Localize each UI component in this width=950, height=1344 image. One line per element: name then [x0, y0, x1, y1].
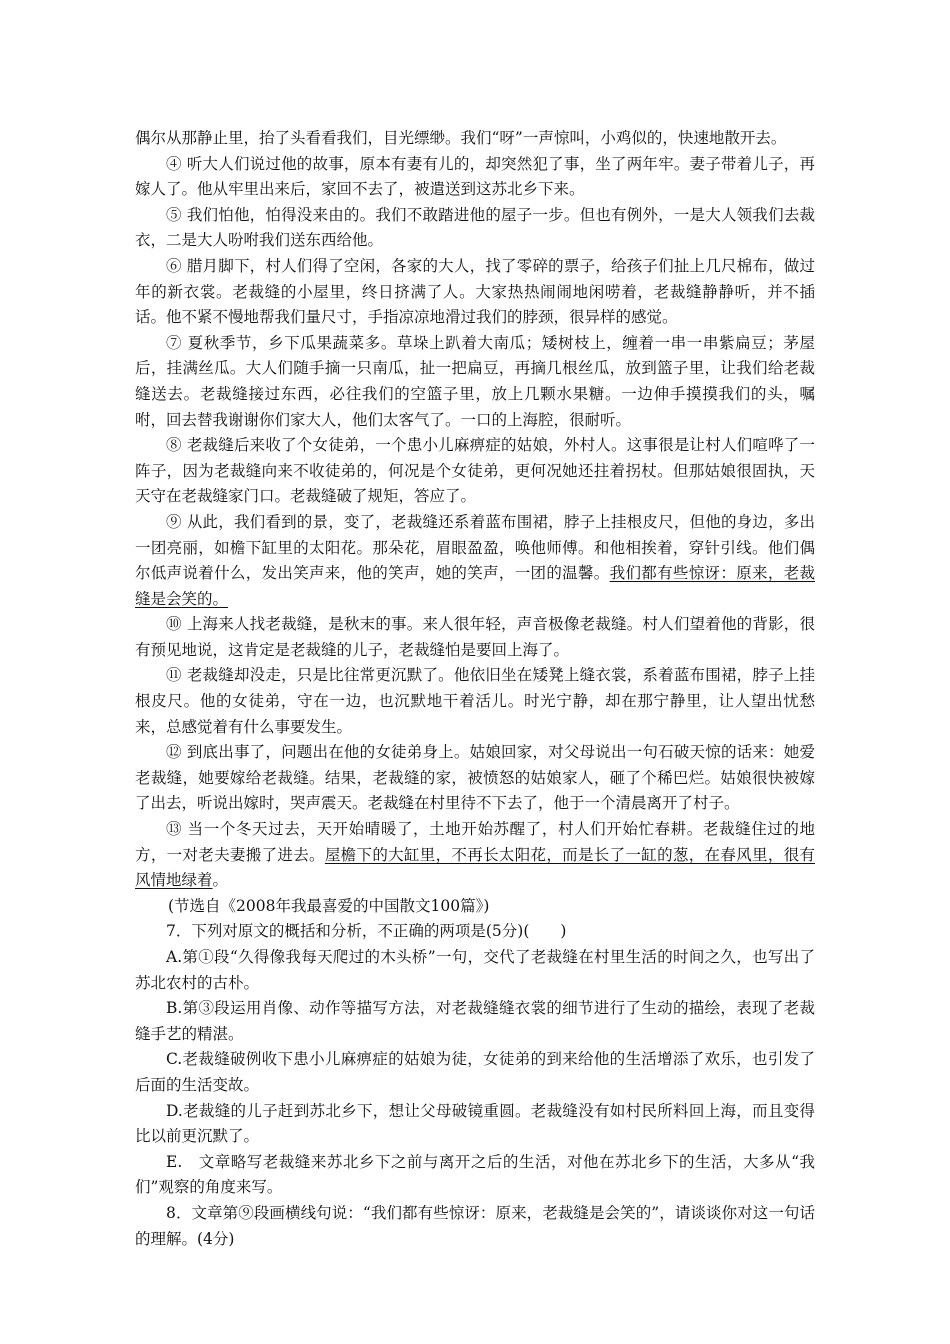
paragraph-6: ⑥ 腊月脚下，村人们得了空闲，各家的大人，找了零碎的票子，给孩子们扯上几尺棉布，做过年的新衣裳。老裁缝的小屋里，终日挤满了人。大家热热闹闹地闲唠着，老裁缝静静听，并不插话。他不紧不慢地帮我们量尺寸，手指凉凉地滑过我们的脖颈，很异样的感觉。	[135, 256, 815, 327]
paragraph-7: ⑦ 夏秋季节，乡下瓜果蔬菜多。草垛上趴着大南瓜；矮树枝上，缠着一串一串紫扁豆；茅屋后，挂满丝瓜。大人们随手摘一只南瓜，扯一把扁豆，再摘几根丝瓜，放到篮子里，让我们给老裁缝送去。老裁缝接过东西，必往我们的空篮子里，放上几颗水果糖。一边伸手摸摸我们的头，嘱咐，回去替我谢谢你们家大人，他们太客气了。一口的上海腔，很耐听。	[135, 333, 815, 429]
paragraph-8: ⑧ 老裁缝后来收了个女徒弟，一个患小儿麻痹症的姑娘，外村人。这事很是让村人们喧哗了一阵子，因为老裁缝向来不收徒弟的，何况是个女徒弟，更何况她还拄着拐杖。但那姑娘很固执，天天守在老裁缝家门口。老裁缝破了规矩，答应了。	[135, 436, 815, 506]
paragraph-11: ⑪ 老裁缝却没走，只是比往常更沉默了。他依旧坐在矮凳上缝衣裳，系着蓝布围裙，脖子上挂根皮尺。他的女徒弟，守在一边，也沉默地干着活儿。时光宁静，却在那宁静里，让人望出忧愁来，总感觉着有什么事要发生。	[135, 666, 815, 736]
question-7-option-e: E. 文章略写老裁缝来苏北乡下之前与离开之后的生活，对他在苏北乡下的生活，大多从“我们”观察的角度来写。	[135, 1152, 815, 1197]
document-body	[135, 126, 815, 1252]
question-7-option-d: D.老裁缝的儿子赶到苏北乡下，想让父母破镜重圆。老裁缝没有如村民所料回上海，而且变得比以前更沉默了。	[135, 1101, 815, 1146]
paragraph-13-underlined-sentence: 屋檐下的大缸里，不再长太阳花，而是长了一缸的葱，在春风里，很有风情地绿着	[135, 845, 815, 890]
paragraph-9-text: ⑨ 从此，我们看到的景，变了，老裁缝还系着蓝布围裙，脖子上挂根皮尺，但他的身边，多出一团亮丽，如檐下缸里的太阳花。那朵花，眉眼盈盈，唤他师傅。和他相挨着，穿针引线。他们偶尔低声说着什么，发出笑声来，他的笑声，她的笑声，一团的温馨。	[135, 512, 815, 583]
source-citation: (节选自《2008年我最喜爱的中国散文100篇》)	[168, 896, 490, 915]
question-7-option-b: B.第③段运用肖像、动作等描写方法，对老裁缝缝衣裳的细节进行了生动的描绘，表现了老裁缝手艺的精湛。	[135, 999, 815, 1043]
paragraph-9-underlined-sentence: 我们都有些惊讶：原来，老裁缝是会笑的。	[135, 564, 815, 608]
question-7: 7．下列对原文的概括和分析，不正确的两项是(5分)( )	[166, 922, 567, 941]
question-8: 8．文章第⑨段画横线句说：“我们都有些惊讶：原来，老裁缝是会笑的”，请谈谈你对这一句话的理解。(4分)	[135, 1203, 815, 1248]
paragraph-13-end: 。	[212, 871, 229, 890]
paragraph-13	[135, 817, 815, 894]
paragraph-5: ⑤ 我们怕他，怕得没来由的。我们不敢踏进他的屋子一步。但也有例外，一是大人领我们去裁衣，二是大人吩咐我们送东西给他。	[135, 205, 815, 250]
question-7-option-c: C.老裁缝破例收下患小儿麻痹症的姑娘为徒，女徒弟的到来给他的生活增添了欢乐，也引发了后面的生活变故。	[135, 1050, 815, 1094]
paragraph-4: ④ 听大人们说过他的故事，原本有妻有儿的，却突然犯了事，坐了两年牢。妻子带着儿子，再嫁人了。他从牢里出来后，家回不去了，被遣送到这苏北乡下来。	[135, 154, 815, 199]
paragraph-continuation: 偶尔从那静止里，抬了头看看我们，目光缥缈。我们“呀”一声惊叫，小鸡似的，快速地散开去。	[135, 129, 787, 147]
paragraph-13-text: ⑬ 当一个冬天过去，天开始晴暖了，土地开始苏醒了，村人们开始忙春耕。老裁缝住过的地方，一对老夫妻搬了进去。	[135, 820, 815, 864]
paragraph-12: ⑫ 到底出事了，问题出在他的女徒弟身上。姑娘回家，对父母说出一句石破天惊的话来：她爱老裁缝，她要嫁给老裁缝。结果，老裁缝的家，被愤怒的姑娘家人，砸了个稀巴烂。姑娘很快被嫁了出去，听说出嫁时，哭声震天。老裁缝在村里待不下去了，他于一个清晨离开了村子。	[135, 743, 815, 813]
question-7-option-a: A.第①段“久得像我每天爬过的木头桥”一句，交代了老裁缝在村里生活的时间之久，也写出了苏北农村的古朴。	[135, 948, 815, 992]
paragraph-9	[135, 510, 815, 612]
paragraph-10: ⑩ 上海来人找老裁缝，是秋末的事。来人很年轻，声音极像老裁缝。村人们望着他的背影，很有预见地说，这肯定是老裁缝的儿子，老裁缝怕是要回上海了。	[135, 615, 815, 659]
